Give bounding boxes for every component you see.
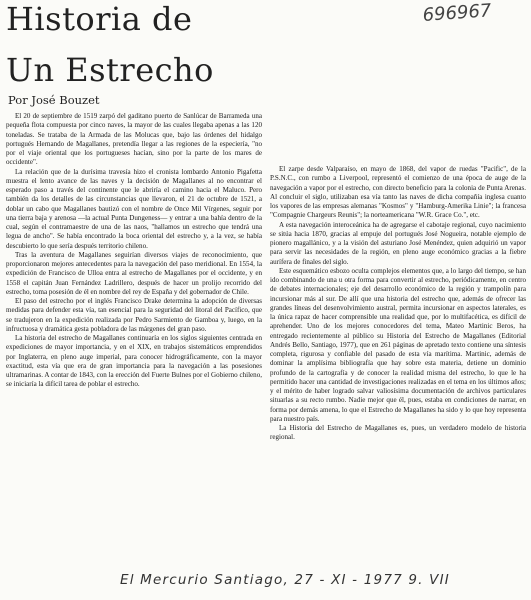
paragraph: La relación que de la durísima travesía hizo el cronista lombardo Antonio Pigafetta muestra el lento avance de las naves y la decisión de Magallanes al no encontrar el esperado paso a través del continente que le abriría el camino hacia el Maluco. Pero también da los detalles de las circunstancias que llevaron, el 21 de octubre de 1521, a doblar un cabo que Magallanes bautizó con el nombre de Once Mil Vírgenes, seguir por una tierra baja y arenosa —la actual Punta Dungeness— y entrar a una bahía dentro de la cual, según el contramaestre de una de las naos, "hallamos un estrecho que tendrá una legua de ancho". Se había encontrado la boca oriental del estrecho y, a la vez, se había descubierto lo que sería después territorio chileno.	[6, 167, 262, 250]
paragraph: A esta navegación interoceánica ha de agregarse el cabotaje regional, cuyo nacimiento se sitúa hacia 1870, gracias al empuje del portugués José Nogueira, notable ejemplo de pionero magallánico, y a la visión del asturiano José Menéndez, quien adquirió un vapor para servir las necesidades de la región, en pleno auge económico gracias a la fiebre aurífera de finales del siglo.	[270, 220, 526, 266]
paragraph: El zarpe desde Valparaíso, en mayo de 1868, del vapor de ruedas "Pacific", de la P.S.N.C., con rumbo a Liverpool, representó el comienzo de una época de auge de la navegación a vapor por el estrecho, con directo beneficio para la colonia de Punta Arenas. Al concluir el siglo, utilizaban esa vía tanto las naves de dicha compañía inglesa cuanto los vapores de las empresas alemanas "Kosmos" y "Hamburg-Amerika Linie"; la francesa "Compagnie Chargeurs Reunis"; la norteamericana "W.R. Grace Co.", etc.	[270, 165, 526, 220]
paragraph: Tras la aventura de Magallanes seguirían diversos viajes de reconocimiento, que proporcionaron mejores antecedentes para la navegación del paso meridional. En 1554, la expedición de Francisco de Ulloa entra al estrecho de Magallanes por el occidente, y en 1558 el capitán Juan Fernández Ladrillero, después de hacer un prolijo recorrido del estrecho, toma posesión de él en nombre del rey de España y del gobernador de Chile.	[6, 250, 262, 296]
handwritten-source-note: El Mercurio Santiago, 27 - XI - 1977 9. VII	[120, 572, 450, 588]
article-title-line2: Un Estrecho	[6, 51, 214, 89]
byline: Por José Bouzet	[8, 93, 100, 107]
paragraph: Este esquemático esbozo oculta complejos elementos que, a lo largo del tiempo, se han ido combinando de una u otra forma para convertir al estrecho, periódicamente, en centro de debates internacionales; eje del desarrollo económico de la región y trampolín para incursionar más al sur. De allí que una historia del estrecho que, además de ofrecer las grandes líneas del desenvolvimiento austral, permita incursionar en aspectos laterales, es la única rapaz de hacer comprensible una realidad que, por lo multifacética, es difícil de aprehender. Uno de los mejores conocedores del tema, Mateo Martinic Beros, ha entregado recientemente al público su Historia del Estrecho de Magallanes (Editorial Andrés Bello, Santiago, 1977), que en 261 páginas de apretado texto contiene una síntesis completa, rigurosa y confiable del pasado de esta vía marítima. Martinic, además de dominar la amplísima bibliografía que hay sobre esta materia, detiene un dominio profundo de la cartografía y de conocer la realidad misma del estrecho, lo que le ha permitido hacer una cantidad de investigaciones realizadas en el tema en los últimos años; y el mérito de haber logrado salvar valiosísima documentación de archivos particulares situarlas a su recto rumbo. Nadie mejor que él, pues, estaba en condiciones de narrar, en forma por demás amena, lo que el Estrecho de Magallanes ha sido y lo que hoy representa para nuestro país.	[270, 266, 526, 423]
left-column	[6, 112, 262, 390]
handwritten-catalog-number: 696967	[422, 0, 493, 26]
right-column	[270, 165, 526, 443]
paragraph: El paso del estrecho por el inglés Francisco Drake determina la adopción de diversas medidas para defender esta vía, tan esencial para la seguridad del litoral del Pacífico, que se tradujeron en la expedición realizada por Pedro Sarmiento de Gamboa y, luego, en la infructuosa y dramática gesta pobladora de las márgenes del gran paso.	[6, 297, 262, 333]
paragraph: La Historia del Estrecho de Magallanes es, pues, un verdadero modelo de historia regional.	[270, 424, 526, 442]
paragraph: El 20 de septiembre de 1519 zarpó del gaditano puerto de Sanlúcar de Barrameda una pequeña flota compuesta por cinco naves, la mayor de las cuales llegaba apenas a las 120 toneladas. Se trataba de la Armada de las Molucas que, bajo las órdenes del hidalgo portugués Hernando de Magallanes, pretendía llegar a las regiones de la especiería, "no por el viaje oriental que los portugueses hacían, sino por la parte de los mares de occidente".	[6, 112, 262, 167]
paragraph: La historia del estrecho de Magallanes continuaría en los siglos siguientes centrada en expediciones de mayor importancia, y en el XIX, en trabajos sistemáticos emprendidos por Inglaterra, en pleno auge imperial, para conocer hidrográficamente, con la mayor exactitud, esta vía que era de gran importancia para la navegación a las posesiones ultramarinas. A contar de 1843, con la erección del Fuerte Bulnes por el Gobierno chileno, se iniciaría la difícil tarea de poblar el estrecho.	[6, 334, 262, 389]
article-title-line1: Historia de	[6, 0, 193, 38]
